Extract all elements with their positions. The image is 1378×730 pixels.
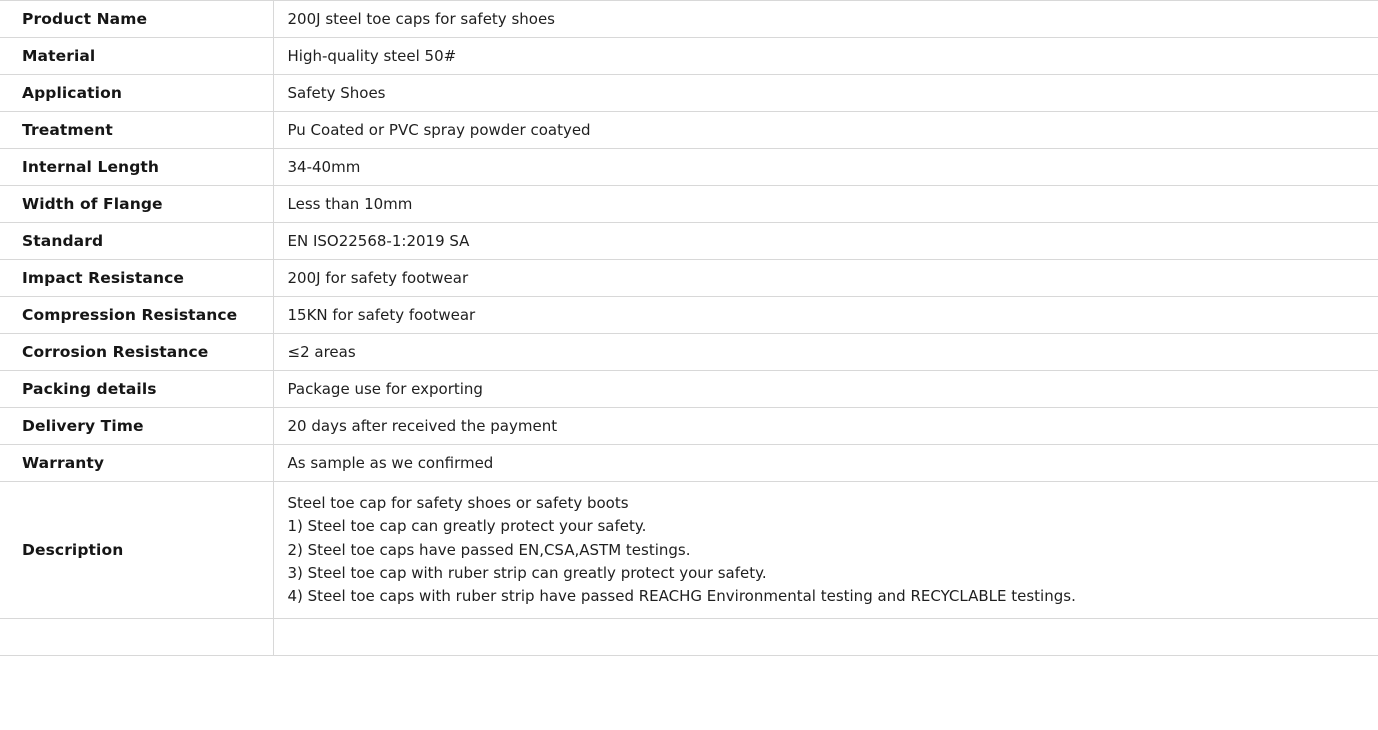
table-row bbox=[0, 1, 1378, 38]
table-row bbox=[0, 186, 1378, 223]
table-row bbox=[0, 334, 1378, 371]
table-row bbox=[0, 445, 1378, 482]
row-value: EN ISO22568-1:2019 SA bbox=[273, 223, 1378, 260]
row-label: Standard bbox=[0, 223, 273, 260]
row-label-empty bbox=[0, 619, 273, 656]
description-line: Steel toe cap for safety shoes or safety boots bbox=[287, 494, 629, 512]
row-value: Safety Shoes bbox=[273, 75, 1378, 112]
table-row bbox=[0, 371, 1378, 408]
description-line: 4) Steel toe caps with ruber strip have passed REACHG Environmental testing and RECYCLABLE testings. bbox=[287, 587, 1076, 605]
row-label: Warranty bbox=[0, 445, 273, 482]
row-value: 15KN for safety footwear bbox=[273, 297, 1378, 334]
row-label: Width of Flange bbox=[0, 186, 273, 223]
row-label: Application bbox=[0, 75, 273, 112]
row-value: Less than 10mm bbox=[273, 186, 1378, 223]
row-label: Packing details bbox=[0, 371, 273, 408]
row-label: Internal Length bbox=[0, 149, 273, 186]
row-label: Compression Resistance bbox=[0, 297, 273, 334]
row-value: 20 days after received the payment bbox=[273, 408, 1378, 445]
row-value: Pu Coated or PVC spray powder coatyed bbox=[273, 112, 1378, 149]
row-label: Treatment bbox=[0, 112, 273, 149]
table-row-partial bbox=[0, 619, 1378, 656]
table-row bbox=[0, 408, 1378, 445]
row-value: 200J steel toe caps for safety shoes bbox=[273, 1, 1378, 38]
row-value: Package use for exporting bbox=[273, 371, 1378, 408]
table-row bbox=[0, 297, 1378, 334]
description-line: 1) Steel toe cap can greatly protect your safety. bbox=[287, 517, 647, 536]
table-row bbox=[0, 75, 1378, 112]
table-row bbox=[0, 260, 1378, 297]
description-line: 2) Steel toe caps have passed EN,CSA,ASTM testings. bbox=[287, 540, 691, 559]
row-label: Material bbox=[0, 38, 273, 75]
row-value: High-quality steel 50# bbox=[273, 38, 1378, 75]
row-label: Corrosion Resistance bbox=[0, 334, 273, 371]
row-value: As sample as we confirmed bbox=[273, 445, 1378, 482]
table-body bbox=[0, 1, 1378, 656]
table-row bbox=[0, 223, 1378, 260]
row-value-description bbox=[273, 482, 1378, 619]
table-row bbox=[0, 112, 1378, 149]
row-label: Product Name bbox=[0, 1, 273, 38]
row-value: 200J for safety footwear bbox=[273, 260, 1378, 297]
table-row-description bbox=[0, 482, 1378, 619]
row-value: ≤2 areas bbox=[273, 334, 1378, 371]
row-value: 34-40mm bbox=[273, 149, 1378, 186]
row-label: Delivery Time bbox=[0, 408, 273, 445]
table-row bbox=[0, 149, 1378, 186]
table-row bbox=[0, 38, 1378, 75]
row-label: Description bbox=[0, 482, 273, 619]
description-line: 3) Steel toe cap with ruber strip can greatly protect your safety. bbox=[287, 563, 767, 582]
row-label: Impact Resistance bbox=[0, 260, 273, 297]
row-value-empty bbox=[273, 619, 1378, 656]
